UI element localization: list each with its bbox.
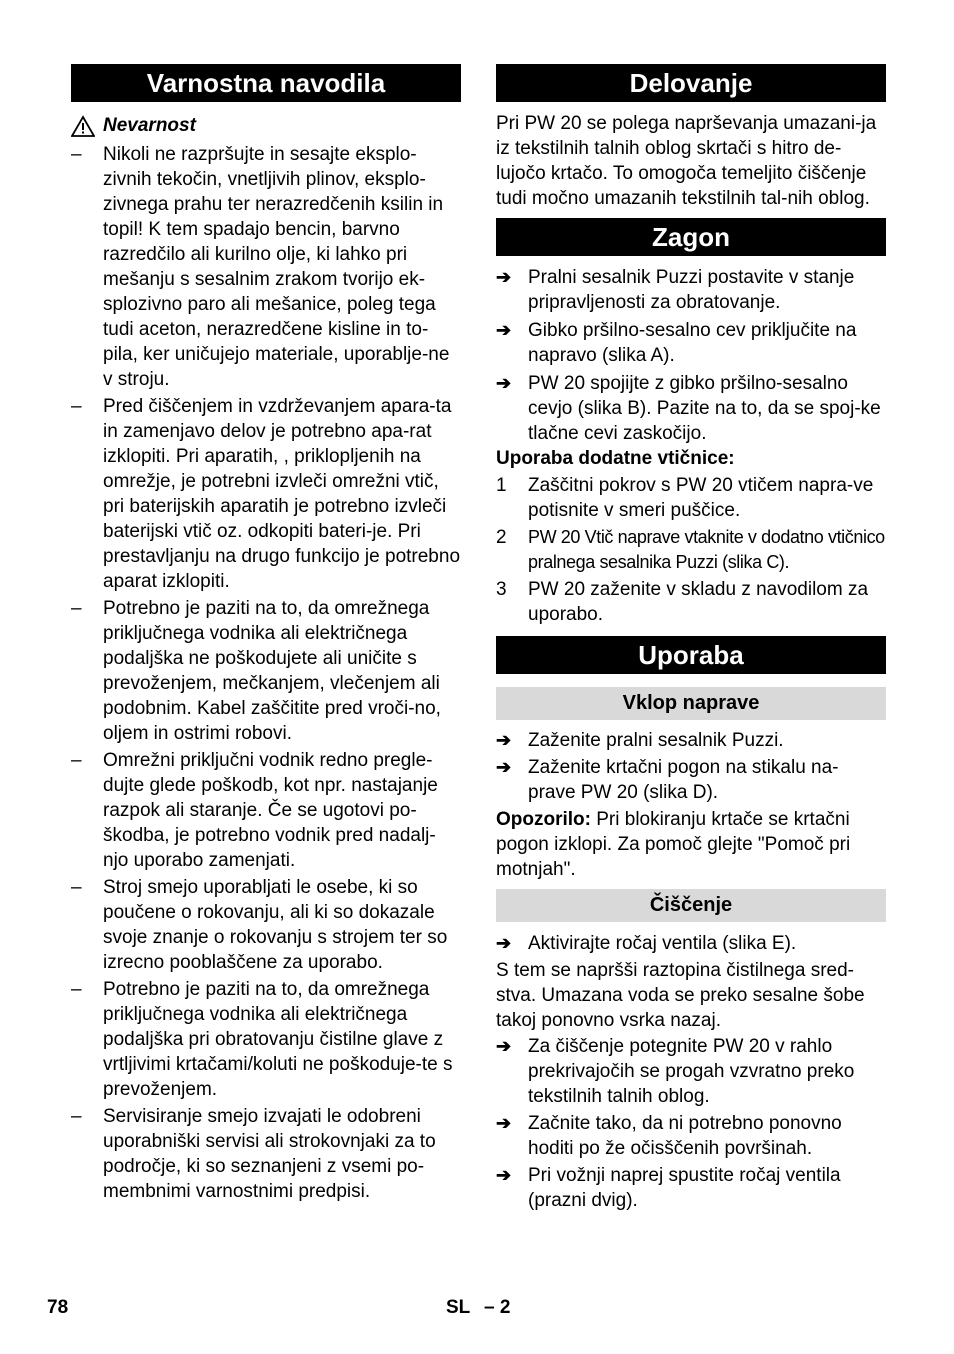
list-item-text: Stroj smejo uporabljati le osebe, ki so poučene o rokovanju, ali ki so dokazale svoje znanje o rokovanju s strojem ter so izrecno pooblaščene za uporabo.: [103, 877, 448, 973]
language-code: SL: [446, 1297, 471, 1318]
list-item-text: Za čiščenje potegnite PW 20 v rahlo prekrivajočih se progah vzvratno preko tekstilnih talnih oblog.: [528, 1036, 855, 1107]
numbered-item-text: PW 20 Vtič naprave vtaknite v dodatno vtičnico pralnega sesalnika Puzzi (slika C).: [528, 527, 885, 572]
list-item: [71, 977, 461, 1102]
numbered-item: [496, 577, 886, 627]
dash-bullet-icon: –: [71, 877, 82, 898]
zagon-numbered-list: [496, 473, 886, 627]
list-item-text: Pralni sesalnik Puzzi postavite v stanje pripravljenosti za obratovanje.: [528, 267, 855, 313]
dash-bullet-icon: –: [71, 396, 82, 417]
list-item-text: Servisiranje smejo izvajati le odobreni uporabniški servisi ali strokovnjaki za to področje, ki so seznanjeni z vsemi po-membnimi varnostnimi predpisi.: [103, 1106, 436, 1202]
vklop-note: [496, 807, 886, 882]
ciscenje-first-step: [496, 931, 886, 956]
warning-label: Nevarnost: [103, 115, 196, 136]
list-item: [71, 1104, 461, 1204]
numbered-item-text: Zaščitni pokrov s PW 20 vtičem napra-ve potisnite v smeri puščice.: [528, 475, 874, 521]
dash-bullet-icon: –: [71, 144, 82, 165]
list-item: [71, 596, 461, 746]
list-item: [496, 371, 886, 446]
zagon-subhead: Uporaba dodatne vtičnice:: [496, 448, 735, 469]
section-title-safety: Varnostna navodila: [71, 64, 461, 102]
list-item-text: Pred čiščenjem in vzdrževanjem apara-ta in zamenjavo delov je potrebno apa-rat izklopiti. Pri aparatih, , priklopljenih na omrežje, je potrebni izvleči omrežni vtič, pri baterijskih aparatih je potrebno izvleči baterijski vtič oz. odkopiti bateri-je. Pri prestavljanju na drugo funkcijo je potrebno aparat izklopiti.: [103, 396, 461, 592]
list-item-text: Pri vožnji naprej spustite ročaj ventila (prazni dvig).: [528, 1165, 841, 1211]
arrow-right-icon: ➔: [496, 373, 512, 393]
list-item-text: Zaženite krtačni pogon na stikalu na-prave PW 20 (slika D).: [528, 757, 839, 803]
list-item: [496, 728, 886, 753]
delovanje-text: Pri PW 20 se polega naprševanja umazani-ja iz tekstilnih talnih oblog skrtači s hitro de-lujočo krtačo. To omogoča temeljito čiščenje tudi močno umazanih tekstilnih tal-nih oblog.: [496, 113, 877, 209]
list-item-text: Omrežni priključni vodnik redno pregle-dujte glede poškodb, kot npr. nastajanje razpok ali staranje. Če se ugotovi po-škodba, je potrebno vodnik pred nadalj-njo uporabo zamenjati.: [103, 750, 438, 871]
ciscenje-steps: [496, 1034, 886, 1213]
zagon-steps: [496, 265, 886, 446]
step-number: 1: [496, 475, 507, 496]
left-column: [71, 64, 461, 1204]
list-item: [496, 931, 886, 956]
list-item: [71, 875, 461, 975]
numbered-item: [496, 525, 886, 575]
note-label: Opozorilo:: [496, 809, 591, 830]
numbered-item: [496, 473, 886, 523]
safety-list: [71, 142, 461, 1204]
arrow-right-icon: ➔: [496, 1165, 512, 1185]
warning-triangle-icon: [71, 115, 95, 137]
list-item-text: Aktivirajte ročaj ventila (slika E).: [528, 933, 797, 954]
list-item-text: Potrebno je paziti na to, da omrežnega priključnega vodnika ali električnega podaljška pri obratovanju čistilne glave z vrtljivimi krtačami/koluti ne poškoduje-te s prevoženjem.: [103, 979, 453, 1100]
section-title-delovanje: Delovanje: [496, 64, 886, 102]
arrow-right-icon: ➔: [496, 757, 512, 777]
note-text: Pri blokiranju krtače se krtačni pogon izklopi. Za pomoč glejte "Pomoč pri motnjah".: [496, 809, 851, 880]
ciscenje-text: S tem se napršši raztopina čistilnega sred-stva. Umazana voda se preko sesalne šobe takoj ponovno vsrka nazaj.: [496, 960, 865, 1031]
list-item: [496, 318, 886, 368]
list-item-text: Gibko pršilno-sesalno cev priključite na napravo (slika A).: [528, 320, 857, 366]
subsection-title-ciscenje: Čiščenje: [496, 889, 886, 922]
step-number: 2: [496, 527, 507, 548]
list-item: [496, 1163, 886, 1213]
arrow-right-icon: ➔: [496, 730, 512, 750]
list-item: [496, 755, 886, 805]
dash-bullet-icon: –: [71, 1106, 82, 1127]
list-item-text: Potrebno je paziti na to, da omrežnega priključnega vodnika ali električnega podaljška ne poškodujete ali uničite s prevoženjem, mečkanjem, vlečenjem ali podobnim. Kabel zaščitite pred vroči-no, oljem in ostrimi robovi.: [103, 598, 441, 744]
warning-heading: [71, 113, 461, 138]
list-item: [496, 1034, 886, 1109]
section-number: – 2: [484, 1297, 511, 1318]
list-item: [71, 394, 461, 594]
page-number: 78: [47, 1297, 69, 1318]
list-item-text: Zaženite pralni sesalnik Puzzi.: [528, 730, 784, 751]
numbered-item-text: PW 20 zaženite v skladu z navodilom za uporabo.: [528, 579, 869, 625]
list-item-text: Nikoli ne razpršujte in sesajte eksplo-zivnih tekočin, vnetljivih plinov, eksplo-zivnega prahu ter nerazredčenih ksilin in topil! K tem spadajo bencin, barvno razredčilo ali kurilno olje, ki lahko pri mešanju s sesalnim zrakom tvorijo ek-splozivno paro ali mešanice, poleg tega tudi aceton, nerazredčene kisline in to-pila, ker uničujejo materiale, uporablje-ne v stroju.: [103, 144, 450, 390]
step-number: 3: [496, 579, 507, 600]
list-item: [496, 1111, 886, 1161]
arrow-right-icon: ➔: [496, 267, 512, 287]
arrow-right-icon: ➔: [496, 1036, 512, 1056]
dash-bullet-icon: –: [71, 979, 82, 1000]
dash-bullet-icon: –: [71, 598, 82, 619]
right-column: [496, 64, 886, 1213]
arrow-right-icon: ➔: [496, 320, 512, 340]
arrow-right-icon: ➔: [496, 1113, 512, 1133]
list-item: [71, 748, 461, 873]
list-item-text: PW 20 spojijte z gibko pršilno-sesalno cevjo (slika B). Pazite na to, da se spoj-ke tlačne cevi zaskočijo.: [528, 373, 881, 444]
arrow-right-icon: ➔: [496, 933, 512, 953]
subsection-title-vklop: Vklop naprave: [496, 687, 886, 720]
list-item: [71, 142, 461, 392]
section-title-uporaba: Uporaba: [496, 636, 886, 674]
section-title-zagon: Zagon: [496, 218, 886, 256]
list-item-text: Začnite tako, da ni potrebno ponovno hoditi po že očisščenih površinah.: [528, 1113, 842, 1159]
list-item: [496, 265, 886, 315]
dash-bullet-icon: –: [71, 750, 82, 771]
vklop-steps: [496, 728, 886, 805]
